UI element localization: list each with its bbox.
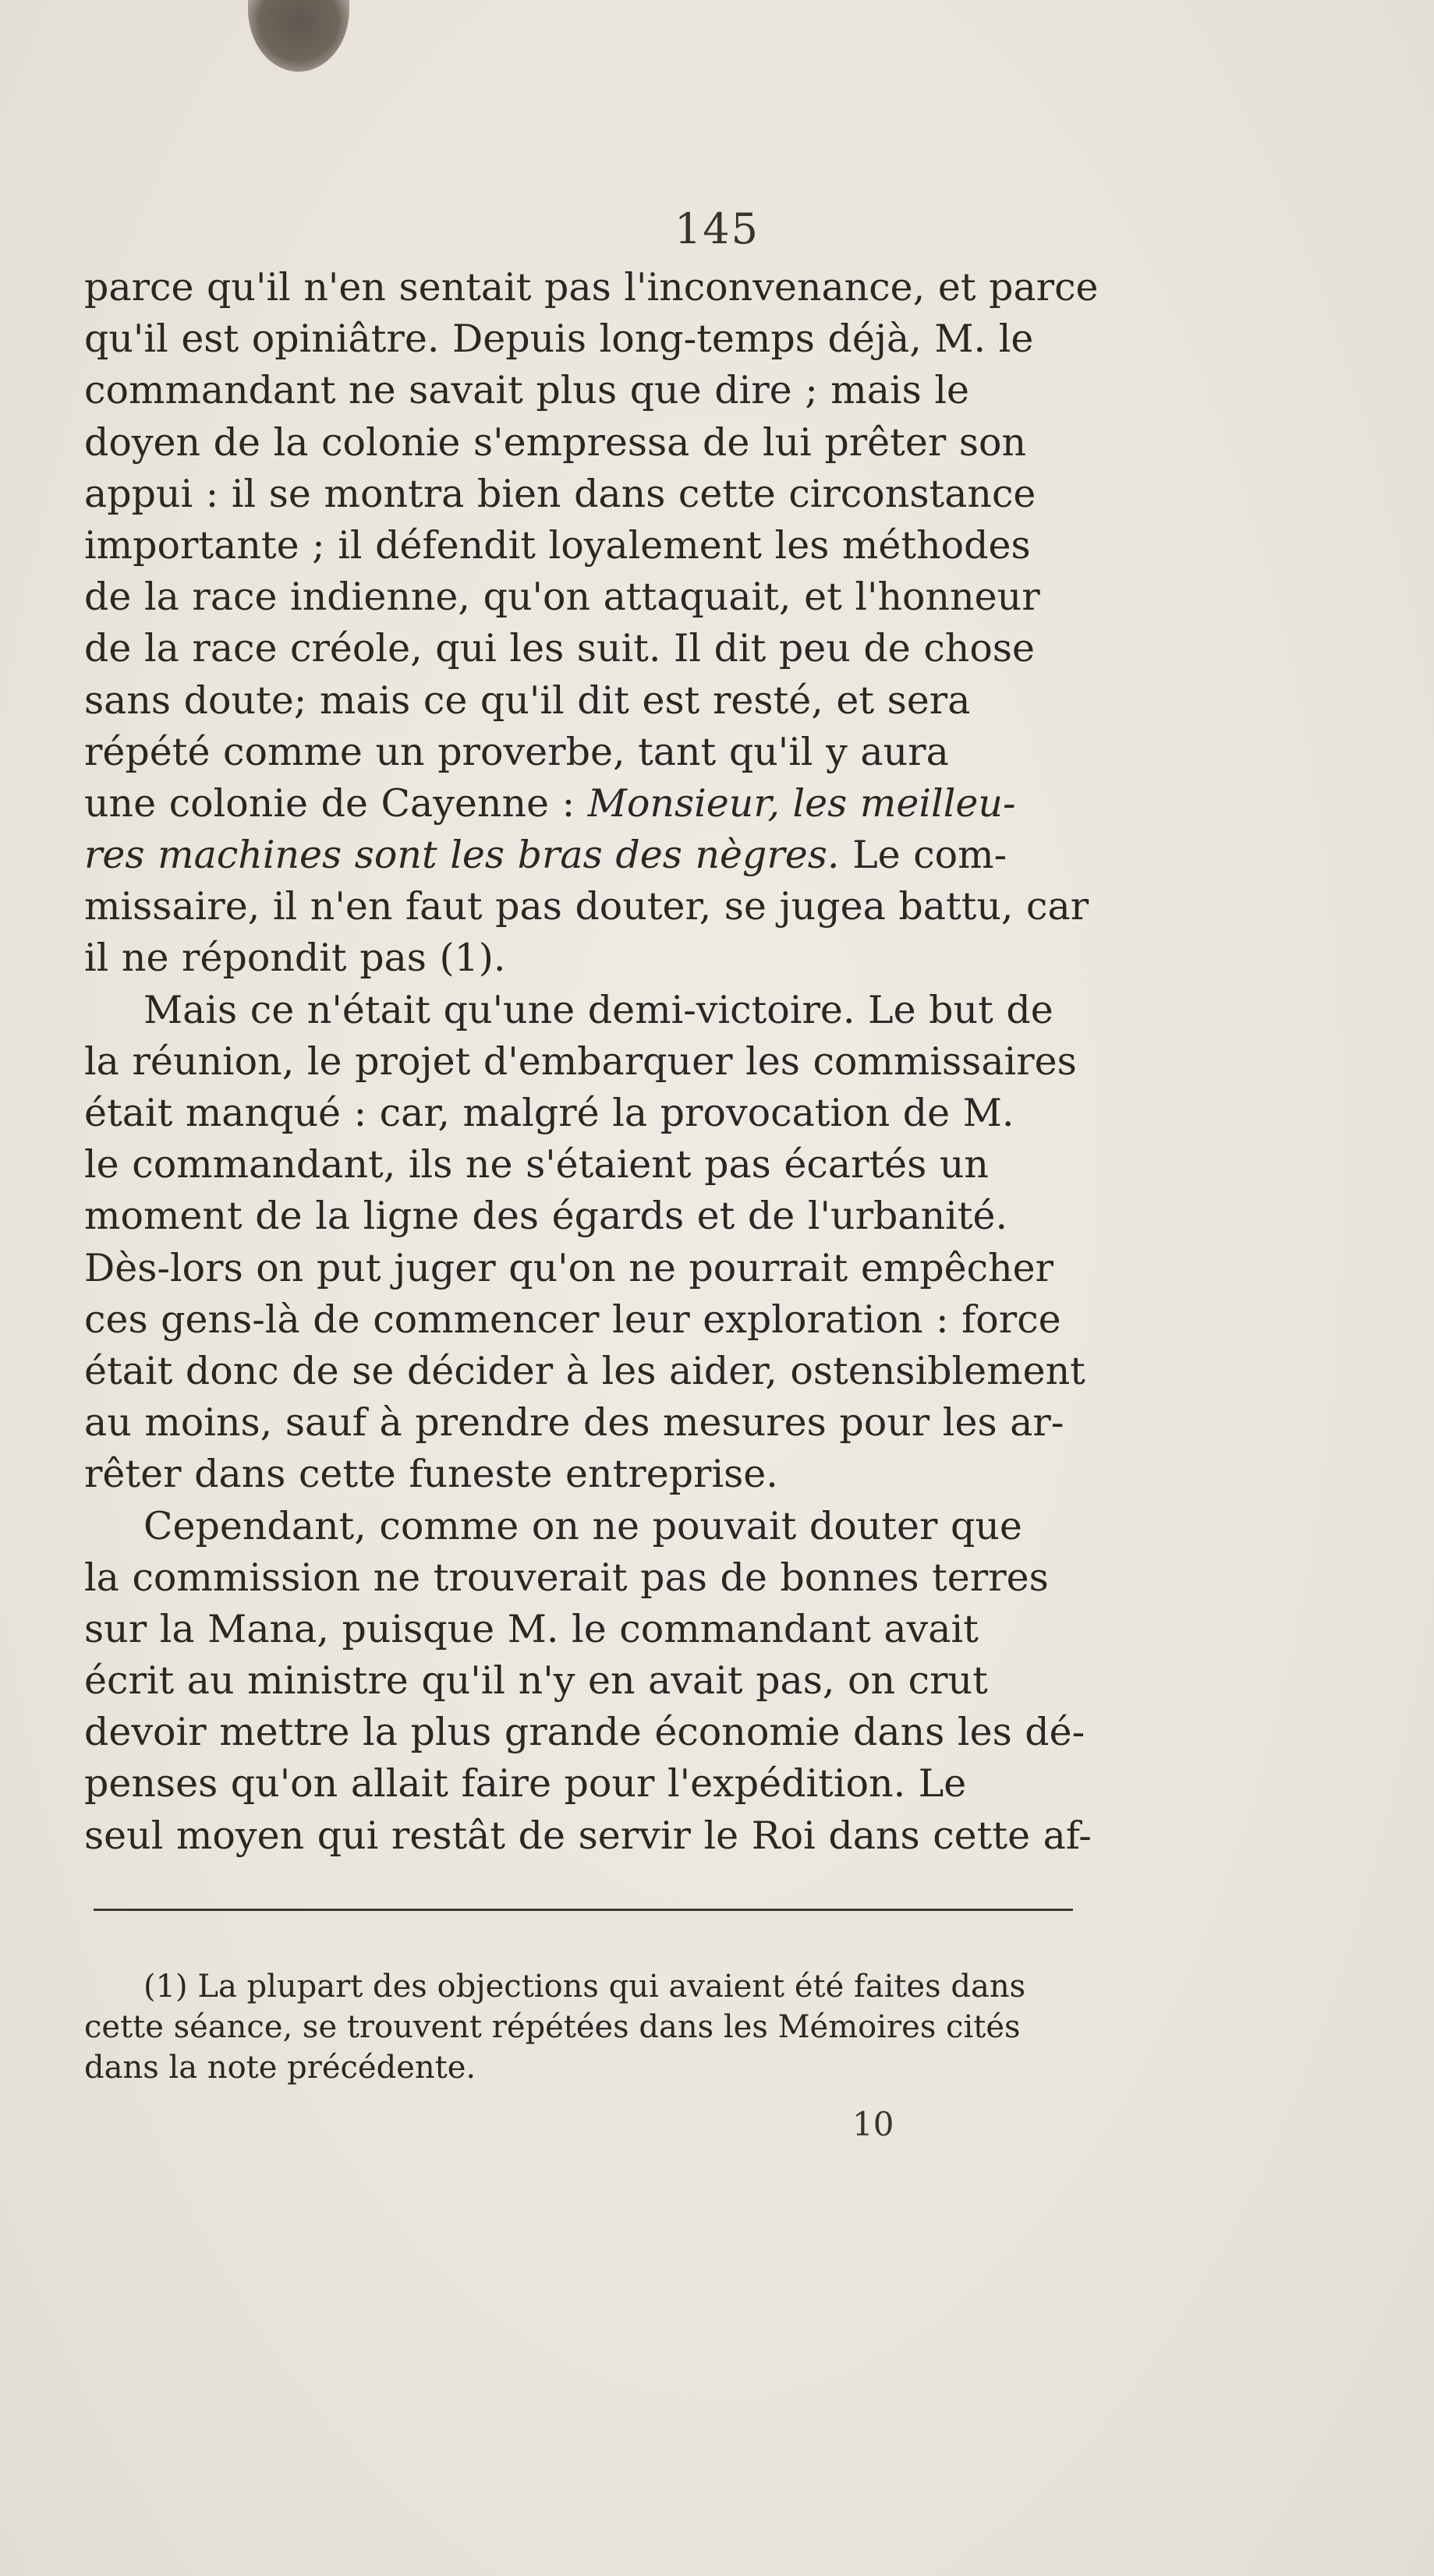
text-line (84, 1036, 1075, 1088)
text-line (84, 1397, 1075, 1449)
text-line (84, 1655, 1075, 1707)
text-line (84, 1294, 1075, 1346)
footnote (84, 1966, 1082, 2088)
text-line-content: Mais ce n'était qu'une demi-victoire. Le but de (143, 987, 1053, 1032)
text-line-content: sur la Mana, puisque M. le commandant avait (84, 1606, 979, 1651)
text-line (84, 417, 1075, 469)
text-line-content: la réunion, le projet d'embarquer les commissaires (84, 1039, 1077, 1084)
text-line (84, 1449, 1075, 1500)
text-line-content: de la race créole, qui les suit. Il dit peu de chose (84, 626, 1036, 671)
footnote-rule (94, 1909, 1073, 1911)
text-line (84, 932, 1075, 984)
page-number: 145 (674, 204, 760, 253)
text-line (84, 778, 1075, 830)
text-line (84, 520, 1075, 571)
text-line (84, 1139, 1075, 1191)
text-line-content: était manqué : car, malgré la provocation de M. (84, 1091, 1014, 1135)
text-line (84, 1191, 1075, 1242)
text-line (84, 571, 1075, 623)
text-line-content: Cependant, comme on ne pouvait douter que (143, 1503, 1022, 1548)
footnote-line: cette séance, se trouvent répétées dans les Mémoires cités (84, 2009, 1021, 2045)
text-line-content: appui : il se montra bien dans cette circonstance (84, 471, 1036, 516)
text-line-content: doyen de la colonie s'empressa de lui prêter son (84, 419, 1027, 465)
text-line-content: au moins, sauf à prendre des mesures pour les ar- (84, 1400, 1064, 1445)
text-line-content: le commandant, ils ne s'étaient pas écartés un (84, 1142, 989, 1187)
text-line (84, 1501, 1075, 1552)
text-line (84, 469, 1075, 520)
text-line (84, 1552, 1075, 1604)
text-line-content: répété comme un proverbe, tant qu'il y aura (84, 729, 949, 774)
text-line-content: une colonie de Cayenne : (84, 780, 588, 826)
text-line-content: ces gens-là de commencer leur exploration : force (84, 1297, 1061, 1342)
text-line-content: parce qu'il n'en sentait pas l'inconvenance, et parce (84, 265, 1099, 310)
footnote-line: (1) La plupart des objections qui avaient été faites dans (143, 1969, 1026, 2005)
text-line (84, 1758, 1075, 1810)
text-line-content: devoir mettre la plus grande économie dans les dé- (84, 1710, 1085, 1755)
text-line (84, 313, 1075, 365)
text-line-content: importante ; il défendit loyalement les méthodes (84, 522, 1031, 568)
footnote-line: dans la note précédente. (84, 2050, 476, 2086)
text-line (84, 1707, 1085, 1758)
text-line (84, 985, 1075, 1036)
signature-mark: 10 (852, 2105, 894, 2143)
text-line-content: sans doute; mais ce qu'il dit est resté, et sera (84, 678, 971, 723)
text-line (84, 1243, 1075, 1294)
text-line (84, 623, 1075, 674)
text-line-content: penses qu'on allait faire pour l'expédition. Le (84, 1761, 967, 1806)
text-line (84, 830, 1075, 881)
text-line-content: écrit au ministre qu'il n'y en avait pas, on crut (84, 1658, 988, 1704)
text-line-content: Le com- (839, 833, 1007, 878)
text-line-content: la commission ne trouverait pas de bonnes terres (84, 1555, 1049, 1600)
text-line-content: commandant ne savait plus que dire ; mais le (84, 368, 970, 413)
text-line (84, 727, 1075, 778)
text-line (84, 365, 1075, 416)
italic-quote: Monsieur, les meilleu- (587, 780, 1016, 826)
italic-quote: res machines sont les bras des nègres. (84, 833, 840, 878)
text-line-content: seul moyen qui restât de servir le Roi dans cette af- (84, 1813, 1092, 1858)
text-line (84, 1604, 1075, 1655)
text-line-content: missaire, il n'en faut pas douter, se jugea battu, car (84, 884, 1089, 929)
text-line-content: de la race indienne, qu'on attaquait, et l'honneur (84, 575, 1040, 620)
text-line (84, 675, 1075, 727)
text-line (84, 1088, 1075, 1139)
text-line (84, 1810, 1092, 1862)
text-line-content: qu'il est opiniâtre. Depuis long-temps déjà, M. le (84, 317, 1034, 362)
text-line-content: était donc de se décider à les aider, ostensiblement (84, 1348, 1085, 1393)
ink-stain (248, 0, 349, 72)
text-line-content: il ne répondit pas (1). (84, 936, 506, 981)
text-line-content: Dès-lors on put juger qu'on ne pourrait empêcher (84, 1245, 1054, 1290)
text-line (84, 1346, 1085, 1397)
text-line-content: moment de la ligne des égards et de l'urbanité. (84, 1194, 1008, 1239)
text-line (84, 262, 1099, 313)
body-text (84, 262, 1099, 1862)
text-line (84, 881, 1089, 932)
text-line-content: rêter dans cette funeste entreprise. (84, 1452, 778, 1497)
